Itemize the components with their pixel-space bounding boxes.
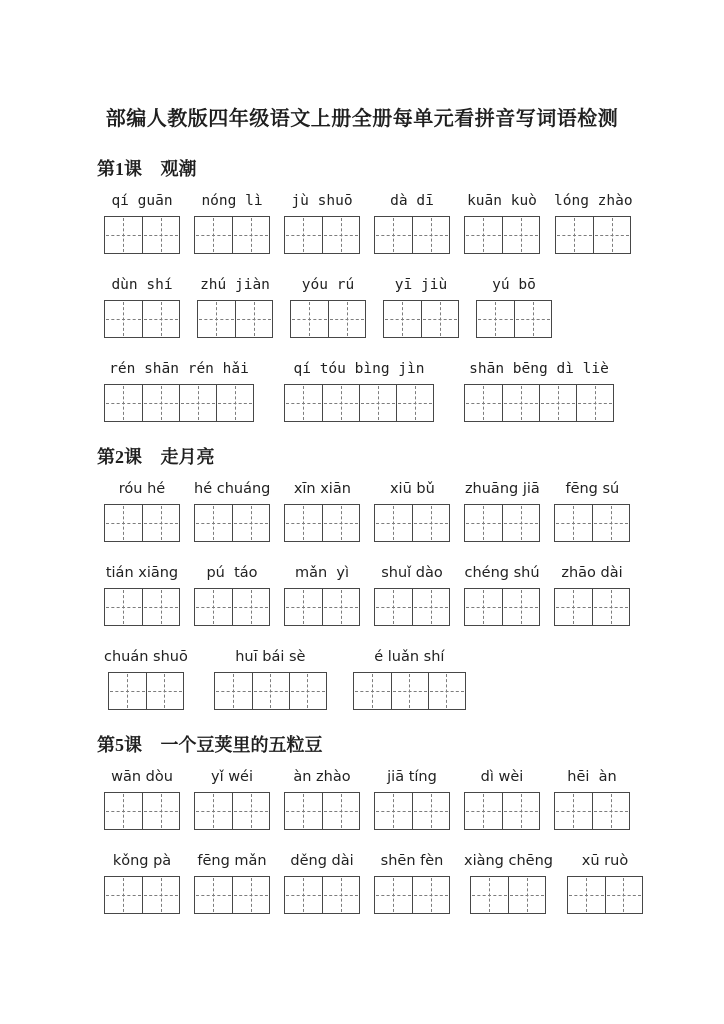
pinyin-label: mǎn yì — [294, 565, 350, 581]
pinyin-label: kuān kuò — [467, 193, 537, 209]
lesson-title: 走月亮 — [160, 447, 215, 467]
grid-cell — [375, 877, 412, 913]
grid-cell — [198, 301, 235, 337]
writing-grid-box — [284, 216, 360, 254]
grid-cell — [412, 793, 449, 829]
grid-cell — [322, 505, 359, 541]
grid-cell — [142, 385, 179, 421]
grid-cell — [285, 589, 322, 625]
writing-grid-box — [476, 300, 552, 338]
writing-grid-box — [383, 300, 459, 338]
writing-grid-box — [284, 876, 360, 914]
lesson-section-2 — [97, 443, 688, 710]
grid-cell — [235, 301, 272, 337]
word-block — [567, 851, 643, 914]
grid-cell — [285, 505, 322, 541]
grid-cell — [142, 301, 179, 337]
grid-cell — [465, 589, 502, 625]
word-block — [464, 767, 540, 830]
lesson-title: 观潮 — [160, 159, 197, 179]
word-block — [104, 191, 180, 254]
writing-grid-box — [554, 504, 630, 542]
grid-cell — [502, 505, 539, 541]
pinyin-label: hēi àn — [567, 769, 617, 785]
word-row — [104, 563, 688, 626]
grid-cell — [322, 217, 359, 253]
writing-grid-box — [197, 300, 273, 338]
grid-cell — [465, 217, 502, 253]
word-block — [284, 359, 434, 422]
grid-cell — [555, 793, 592, 829]
grid-cell — [471, 877, 508, 913]
grid-cell — [555, 589, 592, 625]
word-block — [464, 359, 614, 422]
pinyin-label: xiàng chēng — [464, 853, 553, 869]
word-block — [194, 191, 270, 254]
lesson-number: 第1课 — [97, 159, 142, 179]
word-block — [374, 563, 450, 626]
word-block — [194, 479, 270, 542]
word-block — [464, 479, 540, 542]
grid-cell — [285, 217, 322, 253]
writing-grid-box — [284, 384, 434, 422]
pinyin-label: dùn shí — [111, 277, 173, 293]
writing-grid-box — [374, 876, 450, 914]
grid-cell — [109, 673, 146, 709]
grid-cell — [142, 505, 179, 541]
pinyin-label: shēn fèn — [380, 853, 444, 869]
pinyin-label: tián xiāng — [105, 565, 179, 581]
grid-cell — [539, 385, 576, 421]
pinyin-label: chuán shuō — [104, 649, 188, 665]
grid-cell — [555, 505, 592, 541]
word-block — [104, 275, 180, 338]
writing-grid-box — [194, 876, 270, 914]
grid-cell — [146, 673, 183, 709]
word-block — [554, 479, 630, 542]
grid-cell — [375, 589, 412, 625]
writing-grid-box — [104, 384, 254, 422]
grid-cell — [232, 505, 269, 541]
pinyin-label: fēng mǎn — [197, 853, 267, 869]
word-block — [284, 563, 360, 626]
writing-grid-box — [194, 504, 270, 542]
grid-cell — [105, 385, 142, 421]
word-block — [194, 563, 270, 626]
pinyin-label: zhuāng jiā — [464, 481, 540, 497]
grid-cell — [359, 385, 396, 421]
grid-cell — [421, 301, 458, 337]
grid-cell — [215, 673, 252, 709]
grid-cell — [412, 505, 449, 541]
grid-cell — [285, 793, 322, 829]
word-block — [374, 191, 450, 254]
lesson-heading — [97, 155, 688, 181]
grid-cell — [568, 877, 605, 913]
word-row — [104, 275, 688, 338]
pinyin-label: xū ruò — [581, 853, 629, 869]
grid-cell — [232, 793, 269, 829]
grid-cell — [142, 217, 179, 253]
word-block — [476, 275, 552, 338]
writing-grid-box — [284, 792, 360, 830]
grid-cell — [142, 589, 179, 625]
writing-grid-box — [290, 300, 366, 338]
pinyin-label: xīn xiān — [293, 481, 351, 497]
writing-grid-box — [284, 504, 360, 542]
word-block — [374, 479, 450, 542]
grid-cell — [502, 589, 539, 625]
grid-cell — [322, 877, 359, 913]
word-block — [284, 479, 360, 542]
pinyin-label: rén shān rén hǎi — [109, 361, 249, 377]
grid-cell — [285, 385, 322, 421]
writing-grid-box — [464, 792, 540, 830]
grid-cell — [508, 877, 545, 913]
grid-cell — [592, 793, 629, 829]
grid-cell — [396, 385, 433, 421]
grid-cell — [477, 301, 514, 337]
writing-grid-box — [374, 504, 450, 542]
pinyin-label: fēng sú — [565, 481, 620, 497]
grid-cell — [105, 301, 142, 337]
grid-cell — [465, 505, 502, 541]
pinyin-label: qí guān — [111, 193, 173, 209]
pinyin-label: shuǐ dào — [381, 565, 443, 581]
pinyin-label: zhāo dài — [561, 565, 623, 581]
grid-cell — [502, 217, 539, 253]
writing-grid-box — [194, 588, 270, 626]
grid-cell — [322, 589, 359, 625]
word-block — [374, 851, 450, 914]
word-block — [104, 767, 180, 830]
word-block — [374, 767, 450, 830]
pinyin-label: lóng zhào — [554, 193, 633, 209]
grid-cell — [328, 301, 365, 337]
writing-grid-box — [464, 588, 540, 626]
lesson-section-5 — [97, 731, 688, 914]
pinyin-label: yóu rú — [301, 277, 355, 293]
pinyin-label: dà dī — [390, 193, 434, 209]
pinyin-label: róu hé — [118, 481, 166, 497]
grid-cell — [412, 217, 449, 253]
grid-cell — [105, 877, 142, 913]
grid-cell — [412, 589, 449, 625]
grid-cell — [232, 217, 269, 253]
writing-grid-box — [108, 672, 184, 710]
pinyin-label: zhú jiàn — [200, 277, 270, 293]
pinyin-label: hé chuáng — [194, 481, 271, 497]
grid-cell — [375, 505, 412, 541]
grid-cell — [322, 385, 359, 421]
grid-cell — [195, 793, 232, 829]
word-block — [353, 647, 466, 710]
pinyin-label: dì wèi — [480, 769, 524, 785]
grid-cell — [502, 385, 539, 421]
grid-cell — [105, 589, 142, 625]
document-title: 部编人教版四年级语文上册全册每单元看拼音写词语检测 — [105, 108, 619, 130]
writing-grid-box — [374, 792, 450, 830]
word-block — [383, 275, 459, 338]
word-block — [104, 647, 188, 710]
writing-grid-box — [194, 216, 270, 254]
writing-grid-box — [104, 504, 180, 542]
grid-cell — [105, 505, 142, 541]
word-row — [104, 851, 688, 914]
writing-grid-box — [353, 672, 466, 710]
writing-grid-box — [554, 792, 630, 830]
grid-cell — [593, 217, 630, 253]
pinyin-label: xiū bǔ — [389, 481, 435, 497]
word-row — [104, 359, 688, 422]
grid-cell — [605, 877, 642, 913]
pinyin-label: yú bō — [492, 277, 536, 293]
word-row — [104, 647, 688, 710]
pinyin-label: chéng shú — [464, 565, 540, 581]
grid-cell — [216, 385, 253, 421]
pinyin-label: é luǎn shí — [374, 649, 445, 665]
grid-cell — [142, 793, 179, 829]
pinyin-label: wān dòu — [111, 769, 173, 785]
writing-grid-box — [567, 876, 643, 914]
grid-cell — [465, 793, 502, 829]
grid-cell — [195, 877, 232, 913]
word-block — [284, 191, 360, 254]
writing-grid-box — [194, 792, 270, 830]
grid-cell — [592, 589, 629, 625]
word-block — [104, 851, 180, 914]
grid-cell — [465, 385, 502, 421]
writing-grid-box — [470, 876, 546, 914]
pinyin-label: yī jiù — [394, 277, 448, 293]
word-block — [284, 851, 360, 914]
grid-cell — [592, 505, 629, 541]
writing-grid-box — [214, 672, 327, 710]
grid-cell — [375, 793, 412, 829]
grid-cell — [391, 673, 428, 709]
grid-cell — [195, 589, 232, 625]
grid-cell — [291, 301, 328, 337]
writing-grid-box — [464, 384, 614, 422]
grid-cell — [232, 589, 269, 625]
grid-cell — [354, 673, 391, 709]
pinyin-label: kǒng pà — [112, 853, 172, 869]
word-block — [284, 767, 360, 830]
pinyin-label: nóng lì — [201, 193, 263, 209]
word-block — [464, 851, 553, 914]
word-block — [554, 767, 630, 830]
pinyin-label: shān bēng dì liè — [469, 361, 609, 377]
grid-cell — [428, 673, 465, 709]
word-block — [214, 647, 327, 710]
writing-grid-box — [104, 216, 180, 254]
pinyin-label: děng dài — [290, 853, 354, 869]
lesson-heading — [97, 443, 688, 469]
word-block — [290, 275, 366, 338]
word-block — [194, 767, 270, 830]
word-row — [104, 767, 688, 830]
pinyin-label: àn zhào — [293, 769, 351, 785]
word-block — [104, 479, 180, 542]
lesson-heading — [97, 731, 688, 757]
grid-cell — [289, 673, 326, 709]
writing-grid-box — [104, 792, 180, 830]
lesson-number: 第5课 — [97, 735, 142, 755]
grid-cell — [412, 877, 449, 913]
grid-cell — [514, 301, 551, 337]
word-block — [554, 563, 630, 626]
word-block — [554, 191, 633, 254]
grid-cell — [252, 673, 289, 709]
grid-cell — [556, 217, 593, 253]
grid-cell — [179, 385, 216, 421]
grid-cell — [105, 217, 142, 253]
grid-cell — [285, 877, 322, 913]
pinyin-label: pú táo — [206, 565, 258, 581]
word-block — [104, 359, 254, 422]
pinyin-label: huī bái sè — [235, 649, 306, 665]
word-row — [104, 479, 688, 542]
word-block — [104, 563, 180, 626]
pinyin-label: jiā tíng — [387, 769, 437, 785]
word-row — [104, 191, 688, 254]
writing-grid-box — [555, 216, 631, 254]
grid-cell — [142, 877, 179, 913]
pinyin-label: jù shuō — [291, 193, 353, 209]
word-block — [464, 191, 540, 254]
pinyin-label: yǐ wéi — [210, 769, 254, 785]
writing-grid-box — [464, 216, 540, 254]
writing-grid-box — [284, 588, 360, 626]
grid-cell — [322, 793, 359, 829]
word-block — [464, 563, 540, 626]
grid-cell — [375, 217, 412, 253]
grid-cell — [576, 385, 613, 421]
lesson-title: 一个豆荚里的五粒豆 — [160, 735, 323, 755]
writing-grid-box — [464, 504, 540, 542]
grid-cell — [384, 301, 421, 337]
grid-cell — [105, 793, 142, 829]
grid-cell — [232, 877, 269, 913]
grid-cell — [195, 217, 232, 253]
pinyin-label: qí tóu bìng jìn — [293, 361, 425, 377]
writing-grid-box — [374, 588, 450, 626]
writing-grid-box — [104, 588, 180, 626]
writing-grid-box — [374, 216, 450, 254]
word-block — [194, 851, 270, 914]
writing-grid-box — [104, 300, 180, 338]
lesson-number: 第2课 — [97, 447, 142, 467]
grid-cell — [502, 793, 539, 829]
writing-grid-box — [554, 588, 630, 626]
word-block — [197, 275, 273, 338]
writing-grid-box — [104, 876, 180, 914]
lesson-section-1 — [97, 155, 688, 422]
grid-cell — [195, 505, 232, 541]
